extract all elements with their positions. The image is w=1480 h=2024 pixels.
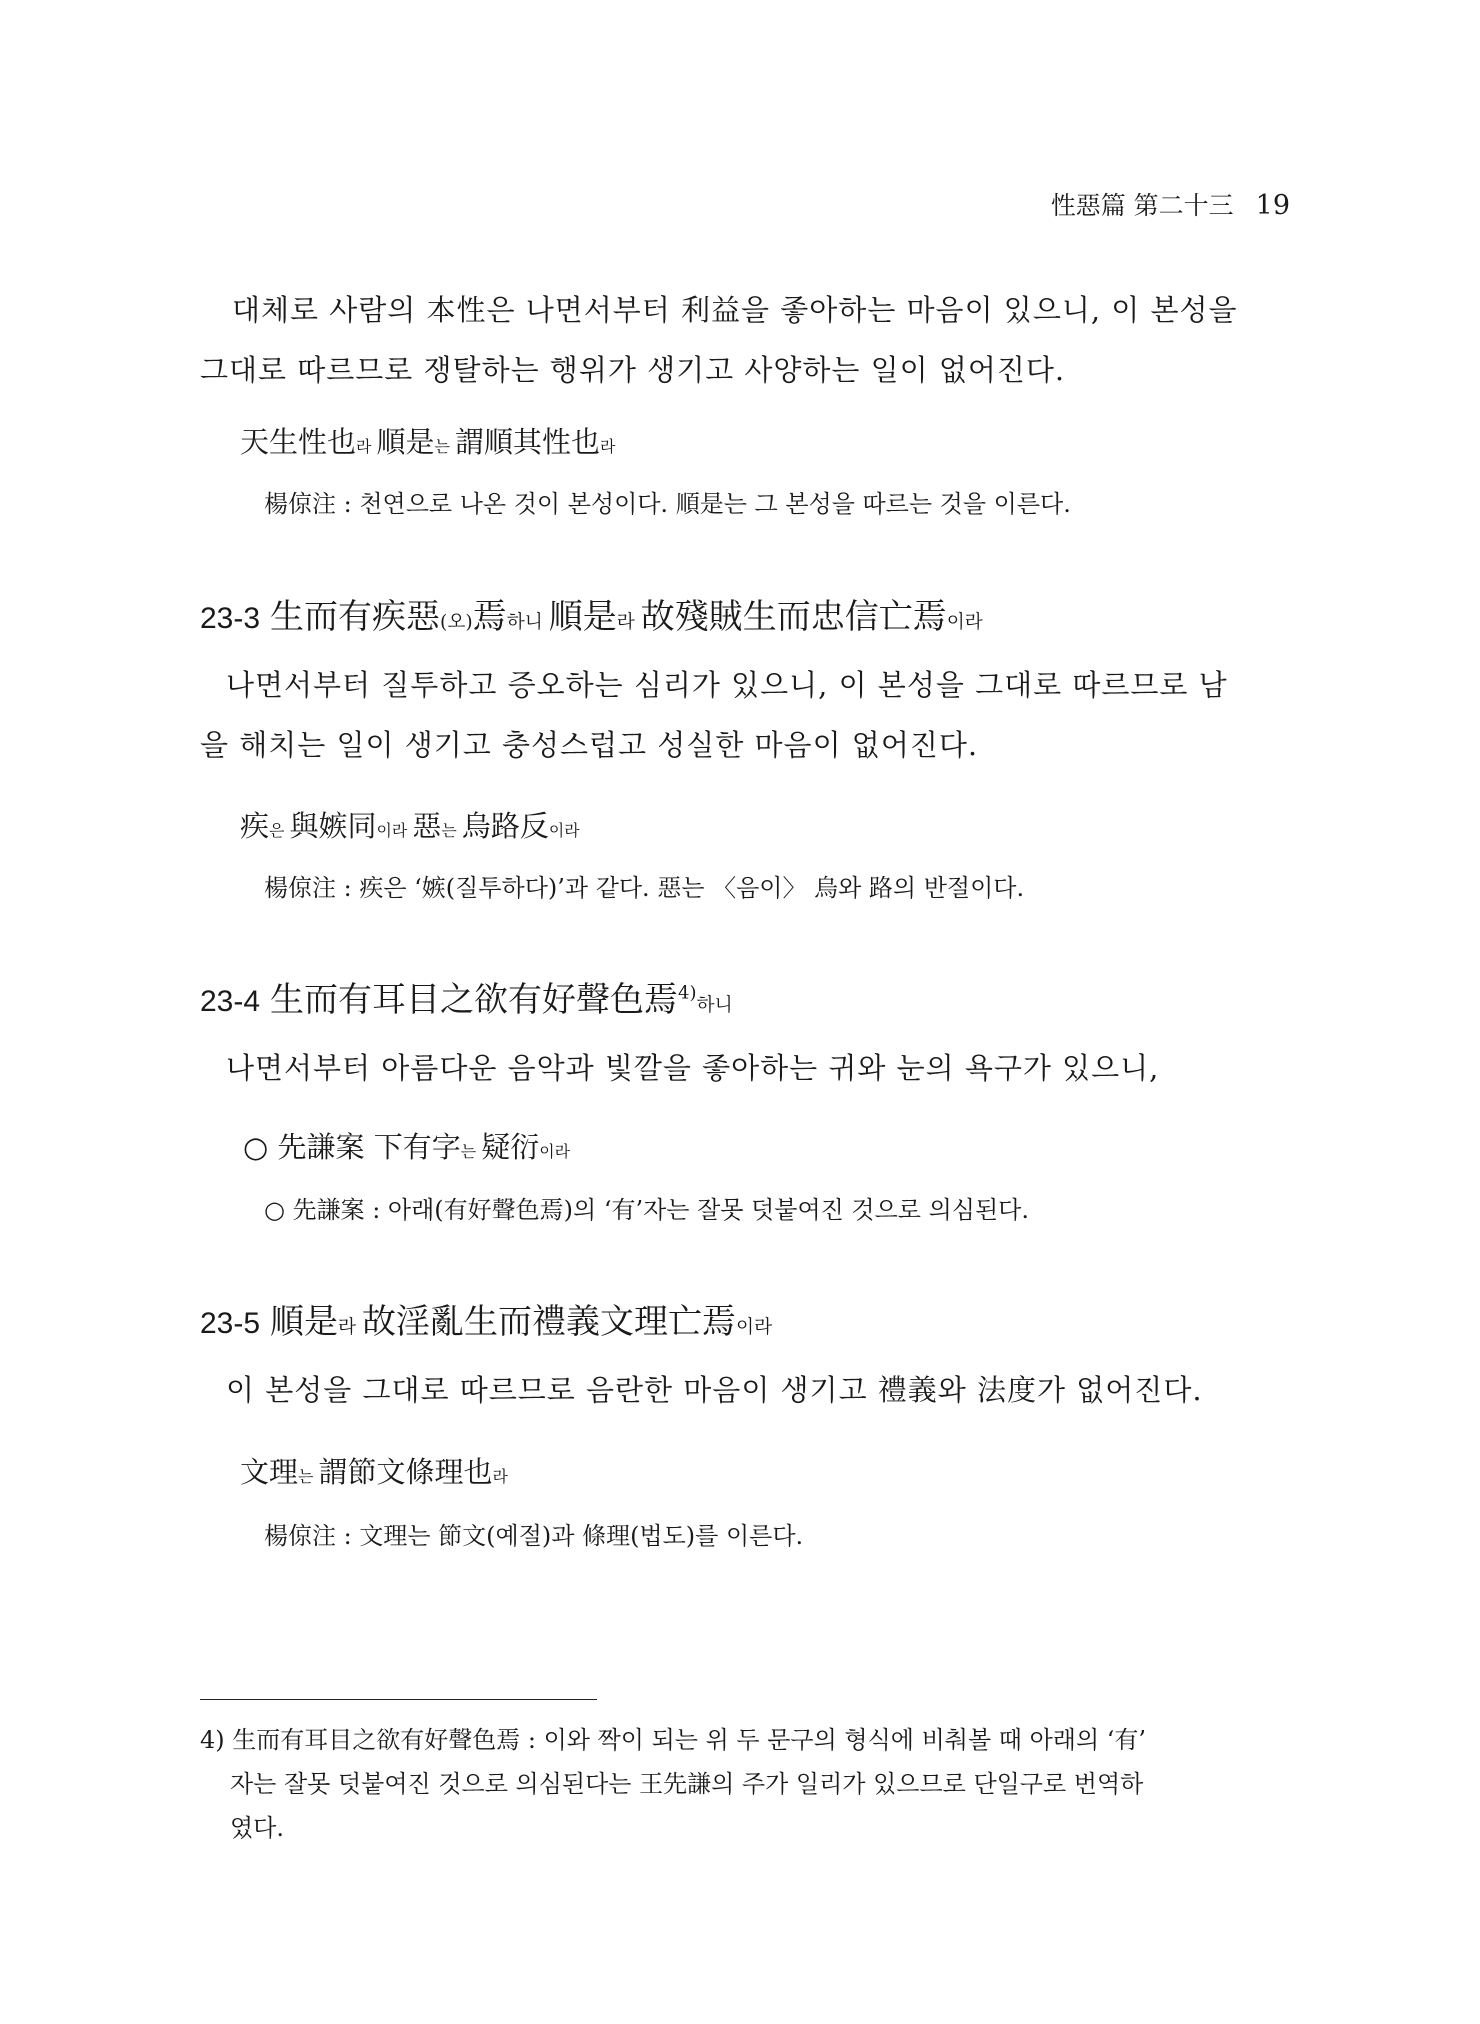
commentary-particle: 라: [599, 437, 616, 456]
commentary-translation: ○ 先謙案 : 아래(有好聲色焉)의 ‘有’자는 잘못 덧붙여진 것으로 의심된다.: [264, 1196, 1029, 1224]
section-text: 焉: [472, 597, 507, 637]
commentary-particle: 는: [434, 437, 455, 456]
translation-line: 그대로 따르므로 쟁탈하는 행위가 생기고 사양하는 일이 없어진다.: [200, 353, 1066, 387]
translation-line: 나면서부터 아름다운 음악과 빛깔을 좋아하는 귀와 눈의 욕구가 있으니,: [226, 1051, 1160, 1085]
translation-line: 나면서부터 질투하고 증오하는 심리가 있으니, 이 본성을 그대로 따르므로 남: [226, 668, 1228, 702]
commentary-particle: 이라: [548, 821, 580, 840]
commentary-translation: 楊倞注 : 疾은 ‘嫉(질투하다)’과 같다. 惡는 〈음이〉 烏와 路의 반절이다.: [264, 874, 1025, 902]
section-number: 23-4: [200, 985, 261, 1018]
commentary-text: 順是: [376, 425, 435, 459]
section-text: 生而有耳目之欲有好聲色焉: [270, 980, 679, 1020]
footnote-divider: [200, 1699, 597, 1700]
translation-line: 을 해치는 일이 생기고 충성스럽고 성실한 마음이 없어진다.: [200, 728, 979, 762]
section-heading-23-4: [200, 976, 733, 1030]
intro-translation: [200, 280, 1290, 400]
section-heading-23-3: [200, 593, 983, 647]
commentary-text: 謂順其性也: [454, 425, 600, 459]
commentary-particle: 는: [441, 821, 462, 840]
commentary-text: 疾: [240, 809, 270, 843]
running-header: [1000, 188, 1290, 224]
section-text: 順是: [548, 597, 617, 637]
section-translation-23-3: [200, 655, 1290, 775]
commentary-text: 惡: [412, 809, 442, 843]
commentary-particle: 이라: [376, 821, 413, 840]
commentary-text: 烏路反: [461, 809, 549, 843]
section-translation-23-5: [200, 1360, 1290, 1420]
section-translation-23-4: [200, 1038, 1290, 1098]
commentary-particle: 이라: [539, 1142, 571, 1161]
commentary-translation: 楊倞注 : 천연으로 나온 것이 본성이다. 順是는 그 본성을 따르는 것을 이른다.: [264, 490, 1071, 518]
section-particle: 라: [338, 1317, 363, 1338]
commentary-original: [243, 1125, 570, 1174]
page-number: 19: [1255, 190, 1290, 221]
footnote: [200, 1718, 1290, 1850]
commentary-text: 謂節文條理也: [318, 1455, 493, 1489]
running-title: 性惡篇 第二十三: [1050, 191, 1234, 220]
commentary-original: [240, 1450, 508, 1499]
footnote-ref[interactable]: 4): [678, 982, 697, 1004]
commentary-text: ○ 先謙案 下有字: [243, 1130, 461, 1164]
section-text: 故淫亂生而禮義文理亡焉: [362, 1302, 737, 1342]
section-particle: 이라: [946, 612, 983, 633]
commentary-particle: 은: [269, 821, 290, 840]
commentary-translation: 楊倞注 : 文理는 節文(예절)과 條理(법도)를 이른다.: [264, 1522, 804, 1550]
section-text: 生而有疾惡: [270, 597, 441, 637]
section-particle: 이라: [736, 1317, 773, 1338]
commentary-particle: 는: [460, 1142, 482, 1161]
commentary-text: 天生性也: [240, 425, 357, 459]
translation-line: 이 본성을 그대로 따르므로 음란한 마음이 생기고 禮義와 法度가 없어진다.: [226, 1373, 1203, 1407]
section-heading-23-5: [200, 1298, 772, 1352]
section-particle: 하니: [506, 612, 549, 633]
section-number: 23-5: [200, 1307, 261, 1340]
commentary-particle: 라: [356, 437, 377, 456]
commentary-particle: 는: [298, 1467, 319, 1486]
footnote-line: 4) 生而有耳目之欲有好聲色焉 : 이와 짝이 되는 위 두 문구의 형식에 비춰볼 때 아래의 ‘有’: [200, 1726, 1147, 1754]
commentary-original: [240, 420, 615, 469]
footnote-line: 자는 잘못 덧붙여진 것으로 의심된다는 王先謙의 주가 일리가 있으므로 단일구로 번역하: [230, 1770, 1144, 1798]
translation-line: 대체로 사람의 本性은 나면서부터 利益을 좋아하는 마음이 있으니, 이 본성을: [232, 293, 1238, 327]
section-particle: 라: [616, 612, 641, 633]
commentary-text: 文理: [240, 1455, 299, 1489]
commentary-text: 與嫉同: [289, 809, 377, 843]
footnote-line: 였다.: [230, 1814, 284, 1842]
section-particle: 하니: [696, 995, 733, 1016]
section-number: 23-3: [200, 602, 261, 635]
commentary-original: [240, 804, 580, 853]
section-text: 順是: [270, 1302, 339, 1342]
pronunciation-note: (오): [440, 612, 473, 633]
commentary-particle: 라: [492, 1467, 508, 1486]
commentary-text: 疑衍: [481, 1130, 540, 1164]
section-text: 故殘賊生而忠信亡焉: [640, 597, 947, 637]
